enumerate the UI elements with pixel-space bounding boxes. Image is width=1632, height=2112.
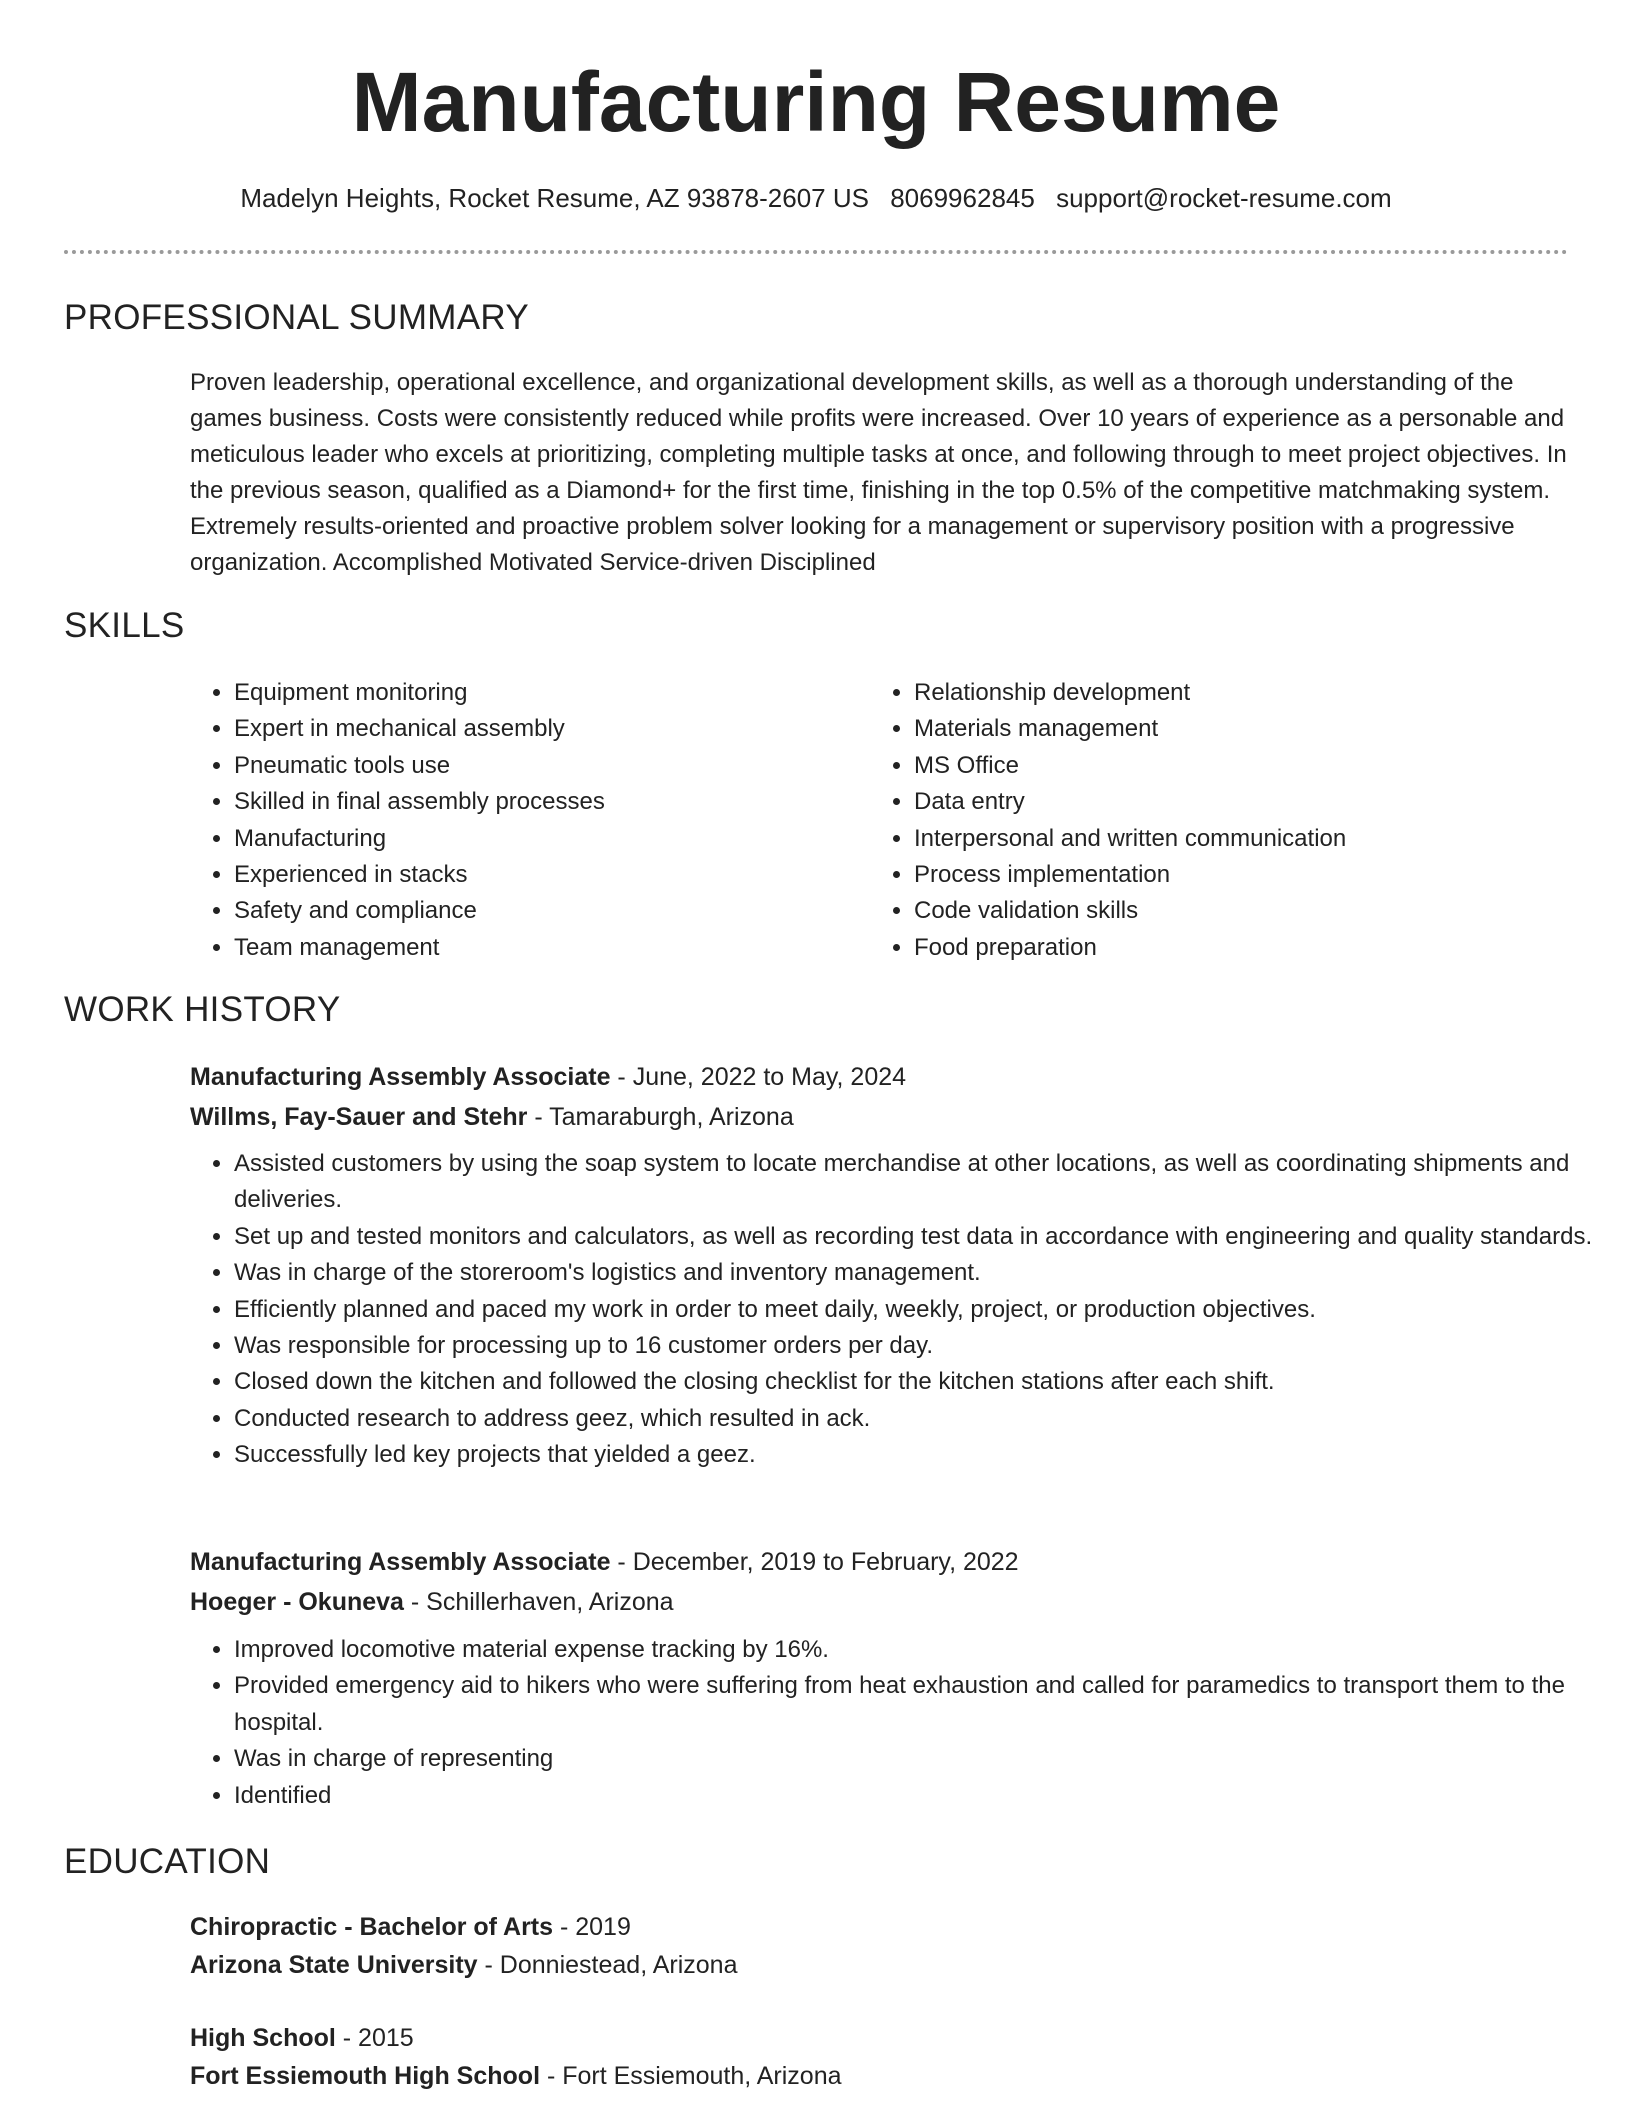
skill-item: • Manufacturing: [234, 821, 874, 857]
education-year: - 2015: [335, 2024, 414, 2052]
job-bullet: • Successfully led key projects that yielded a geez.: [234, 1437, 1614, 1473]
job-location: - Tamaraburgh, Arizona: [527, 1103, 794, 1131]
contact-line: [0, 178, 1632, 218]
job-company: Willms, Fay-Sauer and Stehr: [190, 1103, 528, 1131]
job-bullet: • Provided emergency aid to hikers who were suffering from heat exhaustion and called for paramedics to transport them to the hospital.: [234, 1668, 1614, 1741]
education-location: - Donniestead, Arizona: [477, 1951, 738, 1979]
job-company-line: [190, 1098, 794, 1136]
header-divider: [64, 250, 1568, 254]
skill-item: • Food preparation: [914, 930, 1604, 966]
summary-text: Proven leadership, operational excellence, and organizational development skills, as well as a thorough understanding of the games business. Costs were consistently reduced while profits were increased. Over 10 years of experience as a personable and meticulous leader who excels at prioritizing, completing multiple tasks at once, and following through to meet project objectives. In the previous season, qualified as a Diamond+ for the first time, finishing in the top 0.5% of the competitive matchmaking system. Extremely results-oriented and proactive problem solver looking for a management or supervisory position with a progressive organization. Accomplished Motivated Service-driven Disciplined: [190, 369, 1567, 576]
education-location: - Fort Essiemouth, Arizona: [540, 2062, 842, 2090]
skills-list-left: [190, 675, 874, 966]
job-title-line: [190, 1058, 906, 1096]
education-degree-line: [190, 2019, 414, 2057]
skill-item: • Team management: [234, 930, 874, 966]
address: Madelyn Heights, Rocket Resume, AZ 93878-2607 US: [240, 183, 869, 213]
job-bullets: [190, 1632, 1614, 1814]
skill-item: • Process implementation: [914, 857, 1604, 893]
job-bullet: • Was in charge of representing: [234, 1741, 1614, 1777]
skill-item: • Skilled in final assembly processes: [234, 784, 874, 820]
email: support@rocket-resume.com: [1056, 183, 1392, 213]
section-heading-summary: PROFESSIONAL SUMMARY: [64, 298, 529, 337]
skill-item: • Code validation skills: [914, 893, 1604, 929]
phone: 8069962845: [890, 183, 1035, 213]
skill-item: • Equipment monitoring: [234, 675, 874, 711]
education-school-line: [190, 2057, 842, 2095]
job-company: Hoeger - Okuneva: [190, 1588, 404, 1616]
job-title: Manufacturing Assembly Associate: [190, 1063, 611, 1091]
job-dates: - June, 2022 to May, 2024: [610, 1063, 907, 1091]
job-bullet: • Set up and tested monitors and calculators, as well as recording test data in accordance with engineering and quality standards.: [234, 1219, 1614, 1255]
education-degree: High School: [190, 2024, 336, 2052]
job-bullet: • Efficiently planned and paced my work in order to meet daily, weekly, project, or production objectives.: [234, 1292, 1614, 1328]
resume-title: Manufacturing Resume: [351, 55, 1281, 149]
education-school: Fort Essiemouth High School: [190, 2062, 541, 2090]
skill-item: • Experienced in stacks: [234, 857, 874, 893]
skill-item: • Materials management: [914, 711, 1604, 747]
skills-list-right: [870, 675, 1604, 966]
job-bullet: • Identified: [234, 1778, 1614, 1814]
section-heading-education: EDUCATION: [64, 1842, 271, 1881]
job-title: Manufacturing Assembly Associate: [190, 1548, 611, 1576]
job-location: - Schillerhaven, Arizona: [403, 1588, 674, 1616]
job-bullet: • Closed down the kitchen and followed the closing checklist for the kitchen stations after each shift.: [234, 1364, 1614, 1400]
section-heading-work: WORK HISTORY: [64, 990, 341, 1029]
skill-item: • Expert in mechanical assembly: [234, 711, 874, 747]
job-bullets: [190, 1146, 1614, 1474]
education-year: - 2019: [553, 1913, 631, 1941]
job-title-line: [190, 1543, 1019, 1581]
skill-item: • MS Office: [914, 748, 1604, 784]
section-heading-skills: SKILLS: [64, 606, 185, 645]
skill-item: • Interpersonal and written communication: [914, 821, 1604, 857]
skill-item: • Data entry: [914, 784, 1604, 820]
job-company-line: [190, 1583, 674, 1621]
education-degree-line: [190, 1908, 631, 1946]
job-dates: - December, 2019 to February, 2022: [610, 1548, 1019, 1576]
job-bullet: • Assisted customers by using the soap system to locate merchandise at other locations, as well as coordinating shipments and deliveries.: [234, 1146, 1614, 1219]
education-school: Arizona State University: [190, 1951, 478, 1979]
job-bullet: • Was in charge of the storeroom's logistics and inventory management.: [234, 1255, 1614, 1291]
job-bullet: • Improved locomotive material expense tracking by 16%.: [234, 1632, 1614, 1668]
education-school-line: [190, 1946, 737, 1984]
education-degree: Chiropractic - Bachelor of Arts: [190, 1913, 554, 1941]
skill-item: • Relationship development: [914, 675, 1604, 711]
skill-item: • Safety and compliance: [234, 893, 874, 929]
skill-item: • Pneumatic tools use: [234, 748, 874, 784]
job-bullet: • Conducted research to address geez, which resulted in ack.: [234, 1401, 1614, 1437]
job-bullet: • Was responsible for processing up to 16 customer orders per day.: [234, 1328, 1614, 1364]
